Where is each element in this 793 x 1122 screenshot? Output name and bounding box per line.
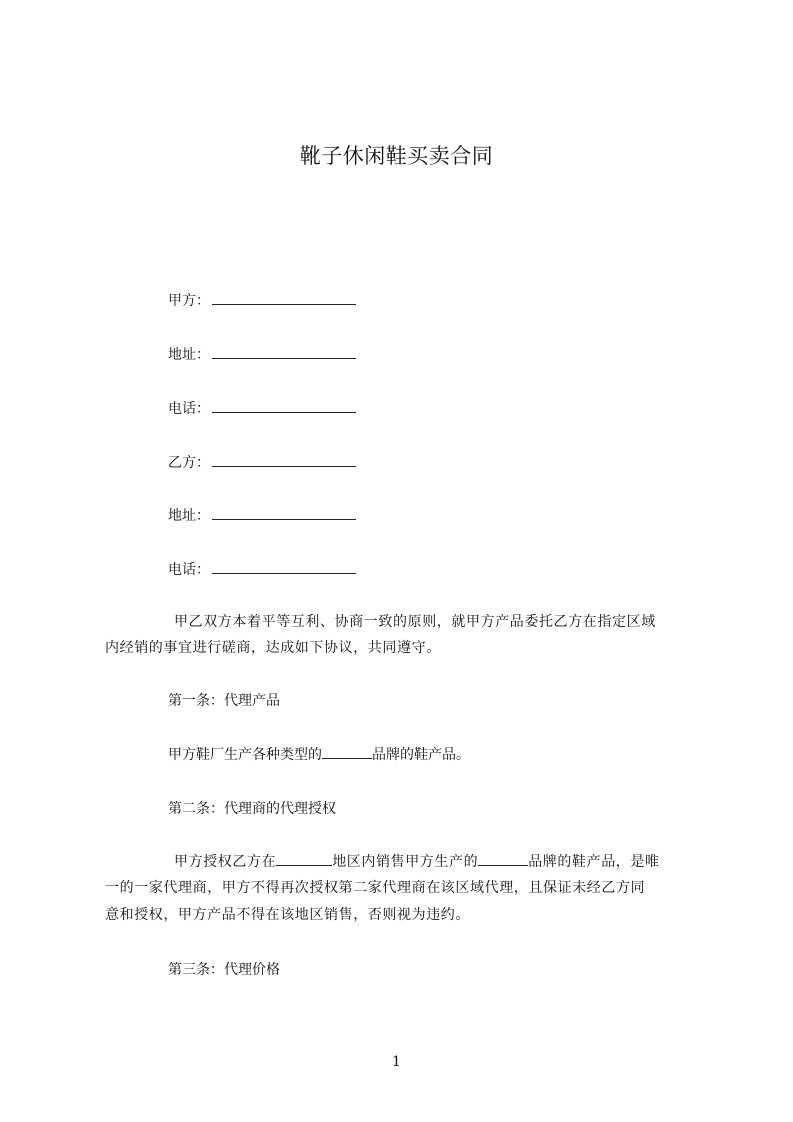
party-b-address-label: 地址： <box>168 508 210 524</box>
party-a-blank[interactable] <box>212 289 356 305</box>
article-1-brand-blank[interactable] <box>322 744 372 759</box>
article-2-line-1 <box>174 850 660 874</box>
party-a-name-row <box>168 289 356 313</box>
party-b-address-blank[interactable] <box>212 504 356 520</box>
page-number: 1 <box>392 1054 401 1070</box>
party-a-address-label: 地址： <box>168 347 210 363</box>
party-a-phone-label: 电话： <box>168 401 210 417</box>
party-b-blank[interactable] <box>212 451 356 467</box>
party-a-phone-blank[interactable] <box>212 397 356 413</box>
party-b-phone-blank[interactable] <box>212 558 356 574</box>
article-2-text-a: 甲方授权乙方在 <box>174 854 277 870</box>
article-1-text-after: 品牌的鞋产品。 <box>372 747 470 763</box>
party-a-label: 甲方： <box>168 293 210 309</box>
article-1-text <box>168 743 470 767</box>
party-a-address-row <box>168 343 356 367</box>
article-3-heading: 第三条：代理价格 <box>168 962 280 978</box>
party-a-address-blank[interactable] <box>212 343 356 359</box>
party-b-name-row <box>168 451 356 475</box>
article-2-heading: 第二条：代理商的代理授权 <box>168 801 336 817</box>
party-b-phone-label: 电话： <box>168 562 210 578</box>
article-1-heading: 第一条：代理产品 <box>168 693 280 709</box>
article-2-line-2: 一的一家代理商，甲方不得再次授权第二家代理商在该区域代理，且保证未经乙方同 <box>105 880 646 896</box>
party-b-label: 乙方： <box>168 455 210 471</box>
intro-line-2: 内经销的事宜进行磋商，达成如下协议，共同遵守。 <box>105 640 441 656</box>
document-title: 靴子休闲鞋买卖合同 <box>299 144 494 168</box>
party-a-phone-row <box>168 397 356 421</box>
article-2-line-3: 意和授权，甲方产品不得在该地区销售，否则视为违约。 <box>105 907 470 923</box>
article-2-text-b: 地区内销售甲方生产的 <box>332 854 479 870</box>
intro-line-1: 甲乙双方本着平等互利、协商一致的原则，就甲方产品委托乙方在指定区域 <box>174 614 656 630</box>
article-2-text-c: 品牌的鞋产品，是唯 <box>528 854 660 870</box>
article-2-brand-blank[interactable] <box>478 851 528 866</box>
party-b-phone-row <box>168 558 356 582</box>
article-1-text-before: 甲方鞋厂生产各种类型的 <box>168 747 322 763</box>
article-2-region-blank[interactable] <box>276 851 332 866</box>
party-b-address-row <box>168 504 356 528</box>
